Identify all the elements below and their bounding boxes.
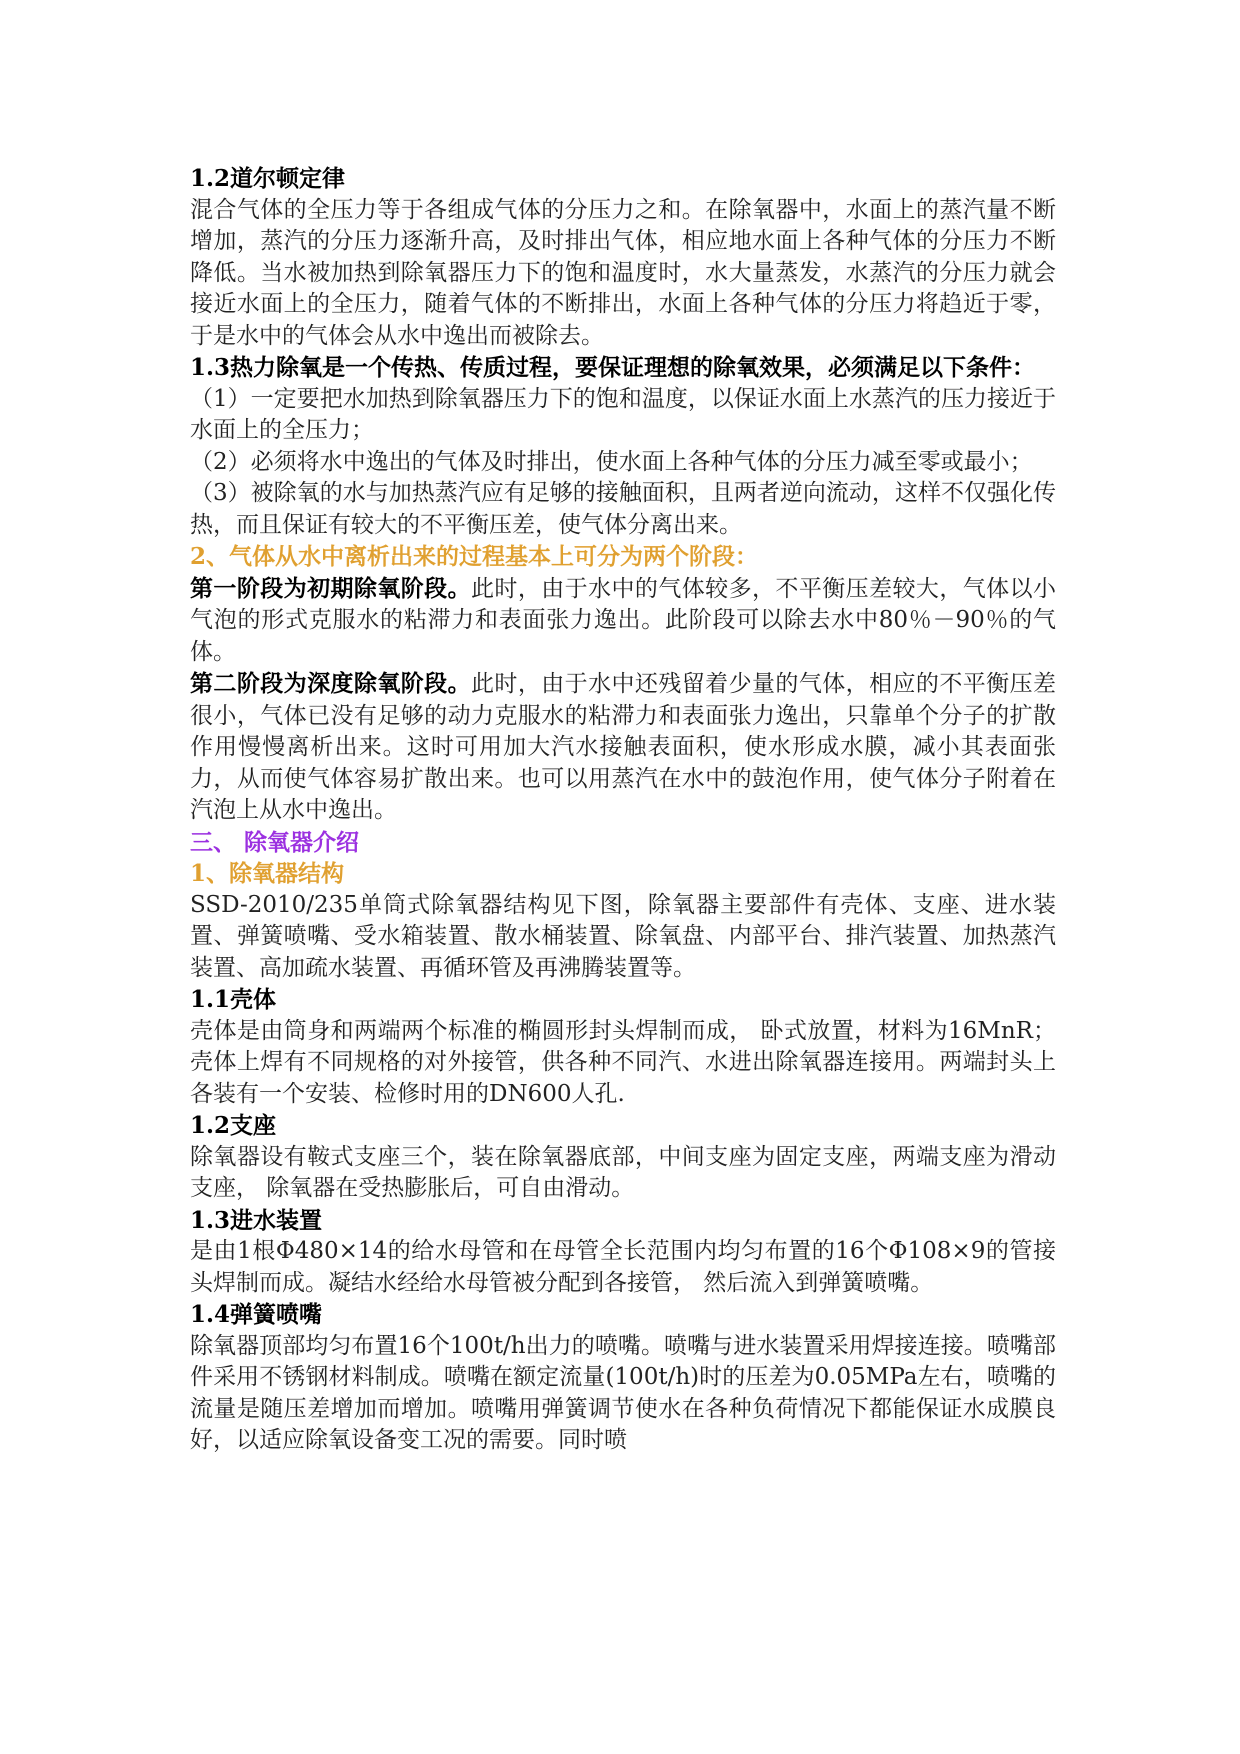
condition-2-paragraph: （2）必须将水中逸出的气体及时排出，使水面上各种气体的分压力减至零或最小； [190,448,1033,475]
nozzle-heading: 1.4弹簧喷嘴 [190,1301,323,1328]
stage-1-paragraph [190,573,1056,669]
inlet-heading: 1.3进水装置 [190,1206,323,1234]
nozzle-paragraph: 除氧器顶部均匀布置16个100t/h出力的喷嘴。喷嘴与进水装置采用焊接连接。喷嘴部件采用不锈钢材料制成。喷嘴在额定流量(100t/h)时的压差为0.05MPa左右，喷嘴的流量是随压差增加而增加。喷嘴用弹簧调节使水在各种负荷情况下都能保证水成膜良好，以适应除氧设备变工况的需要。同时喷 [190,1332,1056,1453]
stage-2-paragraph [190,668,1056,827]
stage-2-lead: 第二阶段为深度除氧阶段。 [190,670,471,697]
support-paragraph: 除氧器设有鞍式支座三个，装在除氧器底部，中间支座为固定支座，两端支座为滑动支座， 除氧器在受热膨胀后，可自由滑动。 [190,1143,1056,1201]
section-1-2-paragraph: 混合气体的全压力等于各组成气体的分压力之和。在除氧器中，水面上的蒸汽量不断增加，蒸汽的分压力逐渐升高，及时排出气体，相应地水面上各种气体的分压力不断降低。当水被加热到除氧器压力下的饱和温度时，水大量蒸发，水蒸汽的分压力就会接近水面上的全压力，随着气体的不断排出，水面上各种气体的分压力将趋近于零，于是水中的气体会从水中逸出而被除去。 [190,196,1056,349]
stage-1-body: 此时，由于水中的气体较多，不平衡压差较大，气体以小气泡的形式克服水的粘滞力和表面张力逸出。此阶段可以除去水中80％－90％的气体。 [190,575,1057,665]
section-3-1-heading: 1、除氧器结构 [190,860,345,887]
shell-heading: 1.1壳体 [190,986,277,1013]
section-1-2-heading: 1.2道尔顿定律 [190,165,346,192]
section-1-3-heading: 1.3热力除氧是一个传热、传质过程，要保证理想的除氧效果，必须满足以下条件： [190,354,1036,381]
condition-1-paragraph: （1）一定要把水加热到除氧器压力下的饱和温度，以保证水面上水蒸汽的压力接近于水面上的全压力； [190,385,1056,443]
document-page [190,163,1056,1457]
inlet-paragraph: 是由1根Φ480×14的给水母管和在母管全长范围内均匀布置的16个Φ108×9的管接头焊制而成。凝结水经给水母管被分配到各接管， 然后流入到弹簧喷嘴。 [190,1238,1056,1296]
stage-2-body: 此时，由于水中还残留着少量的气体，相应的不平衡压差很小，气体已没有足够的动力克服水的粘滞力和表面张力逸出，只靠单个分子的扩散作用慢慢离析出来。这时可用加大汽水接触表面积，使水形成水膜，减小其表面张力，从而使气体容易扩散出来。也可以用蒸汽在水中的鼓泡作用，使气体分子附着在汽泡上从水中逸出。 [190,671,1057,823]
section-2-heading: 2、气体从水中离析出来的过程基本上可分为两个阶段： [190,543,759,570]
section-3-1-paragraph: SSD-2010/235单筒式除氧器结构见下图，除氧器主要部件有壳体、支座、进水装置、弹簧喷嘴、受水箱装置、散水桶装置、除氧盘、内部平台、排汽装置、加热蒸汽装置、高加疏水装置、再循环管及再沸腾装置等。 [190,891,1056,981]
stage-1-lead: 第一阶段为初期除氧阶段。 [190,574,471,602]
support-heading: 1.2支座 [190,1112,277,1139]
shell-paragraph: 壳体是由筒身和两端两个标准的椭圆形封头焊制而成， 卧式放置，材料为16MnR；壳体上焊有不同规格的对外接管，供各种不同汽、水进出除氧器连接用。两端封头上各装有一个安装、检修时用的DN600人孔. [190,1017,1056,1107]
condition-3-paragraph: （3）被除氧的水与加热蒸汽应有足够的接触面积，且两者逆向流动，这样不仅强化传热，而且保证有较大的不平衡压差，使气体分离出来。 [190,480,1056,538]
section-3-heading: 三、 除氧器介绍 [190,828,360,856]
